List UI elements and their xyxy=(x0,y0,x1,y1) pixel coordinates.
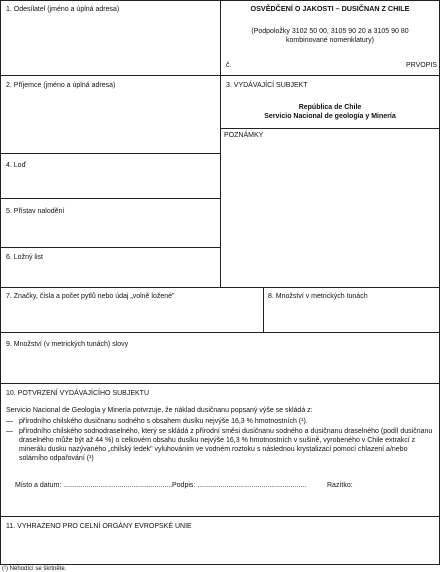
footnote: (¹) Nehodící se škrtněte. xyxy=(2,566,67,572)
option-1-dash: — xyxy=(6,418,13,425)
place-date-field: Místo a datum: ........................................................ xyxy=(15,482,173,489)
field-1-label: 1. Odesílatel (jméno a úplná adresa) xyxy=(6,6,120,13)
field-5-label: 5. Přístav nalodění xyxy=(6,208,65,215)
field-6-label: 6. Ložný list xyxy=(6,254,43,261)
issuer-country: República de Chile xyxy=(298,104,362,111)
option-2-dash: — xyxy=(6,428,13,435)
certification-option-2: přírodního chilského sodnodraselného, který se skládá z přírodní směsi dusičnanu sodného a dusičnanu draselného (podíl dusičnanu draselného může být až 44 %) o celkovém obsahu dusíku nejvýše 16,3 % hmotnostních v sušině, vyrobeného v Chile extrakcí z minerálu dusku nazývaného „chilský ledek" vyluhováním ve vodném roztoku s následnou krystalizací pomocí chlazení a/nebo solárního odpařování (¹) xyxy=(19,428,433,462)
field-5-box xyxy=(0,198,221,248)
field-4-box xyxy=(0,153,221,199)
certificate-number-label: č. xyxy=(226,62,232,69)
field-8-label: 8. Množství v metrických tunách xyxy=(268,293,368,300)
stamp-field: Razítko: xyxy=(327,482,353,489)
notes-box xyxy=(220,128,440,288)
certificate-subtitle: (Podpoložky 3102 50 00, 3105 90 20 a 3105 90 80 kombinované nomenklatury) xyxy=(251,28,409,45)
field-3-label: 3. VYDÁVAJÍCÍ SUBJEKT xyxy=(226,82,308,89)
original-label: PRVOPIS xyxy=(406,62,437,69)
certification-option-1: přírodního chilského dusičnanu sodného s obsahem dusíku nejvýše 16,3 % hmotnostních (¹). xyxy=(19,418,308,425)
field-11-label: 11. VYHRAZENO PRO CELNÍ ORGÁNY EVROPSKÉ UNIE xyxy=(6,523,192,530)
field-9-box xyxy=(0,332,440,384)
field-4-label: 4. Loď xyxy=(6,162,26,169)
notes-label: POZNÁMKY xyxy=(224,132,264,139)
field-7-label: 7. Značky, čísla a počet pytlů nebo údaj „volně ložené" xyxy=(6,293,175,300)
field-10-label: 10. POTVRZENÍ VYDÁVAJÍCÍHO SUBJEKTU xyxy=(6,390,150,397)
issuer-agency: Servicio Nacional de geología y Minería xyxy=(264,113,396,120)
certificate-title: OSVĚDČENÍ O JAKOSTI – DUSIČNAN Z CHILE xyxy=(250,4,410,13)
certification-intro: Servicio Nacional de Geología y Minería potvrzuje, že náklad dusičnanu popsaný výše se skládá z: xyxy=(6,407,313,414)
signature-field: Podpis: ........................................................ xyxy=(172,482,307,489)
field-9-label: 9. Množství (v metrických tunách) slovy xyxy=(6,341,129,348)
field-2-label: 2. Příjemce (jméno a úplná adresa) xyxy=(6,82,116,89)
